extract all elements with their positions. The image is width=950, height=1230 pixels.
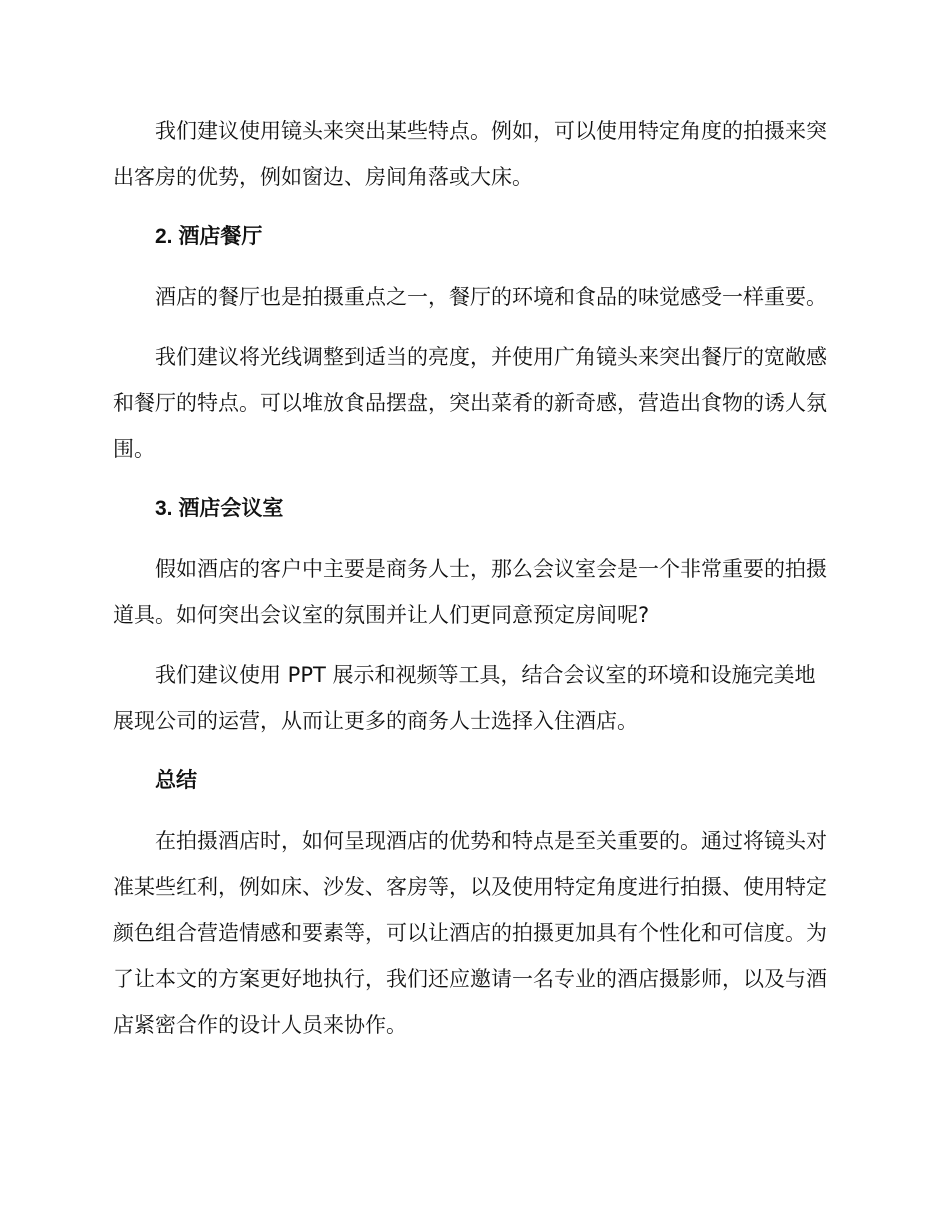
paragraph-restaurant-lighting: 我们建议将光线调整到适当的亮度，并使用广角镜头来突出餐厅的宽敞感和餐厅的特点。可以堆放食品摆盘，突出菜肴的新奇感，营造出食物的诱人氛围。: [113, 345, 827, 461]
section-heading-restaurant: 2. 酒店餐厅: [155, 225, 263, 248]
paragraph-meeting-room-tools: 我们建议使用 PPT 展示和视频等工具，结合会议室的环境和设施完美地展现公司的运营，从而让更多的商务人士选择入住酒店。: [113, 663, 816, 733]
section-heading-meeting-room: 3. 酒店会议室: [155, 497, 284, 520]
paragraph-lens-features: 我们建议使用镜头来突出某些特点。例如，可以使用特定角度的拍摄来突出客房的优势，例如窗边、房间角落或大床。: [113, 119, 827, 189]
section-heading-summary: 总结: [155, 769, 197, 792]
paragraph-meeting-room-intro: 假如酒店的客户中主要是商务人士，那么会议室会是一个非常重要的拍摄道具。如何突出会议室的氛围并让人们更同意预定房间呢?: [113, 557, 827, 627]
document-body: [113, 108, 833, 1062]
paragraph-summary: 在拍摄酒店时，如何呈现酒店的优势和特点是至关重要的。通过将镜头对准某些红利，例如床、沙发、客房等，以及使用特定角度进行拍摄、使用特定颜色组合营造情感和要素等，可以让酒店的拍摄更加具有个性化和可信度。为了让本文的方案更好地执行，我们还应邀请一名专业的酒店摄影师，以及与酒店紧密合作的设计人员来协作。: [113, 829, 827, 1037]
paragraph-restaurant-intro: 酒店的餐厅也是拍摄重点之一，餐厅的环境和食品的味觉感受一样重要。: [155, 285, 827, 309]
